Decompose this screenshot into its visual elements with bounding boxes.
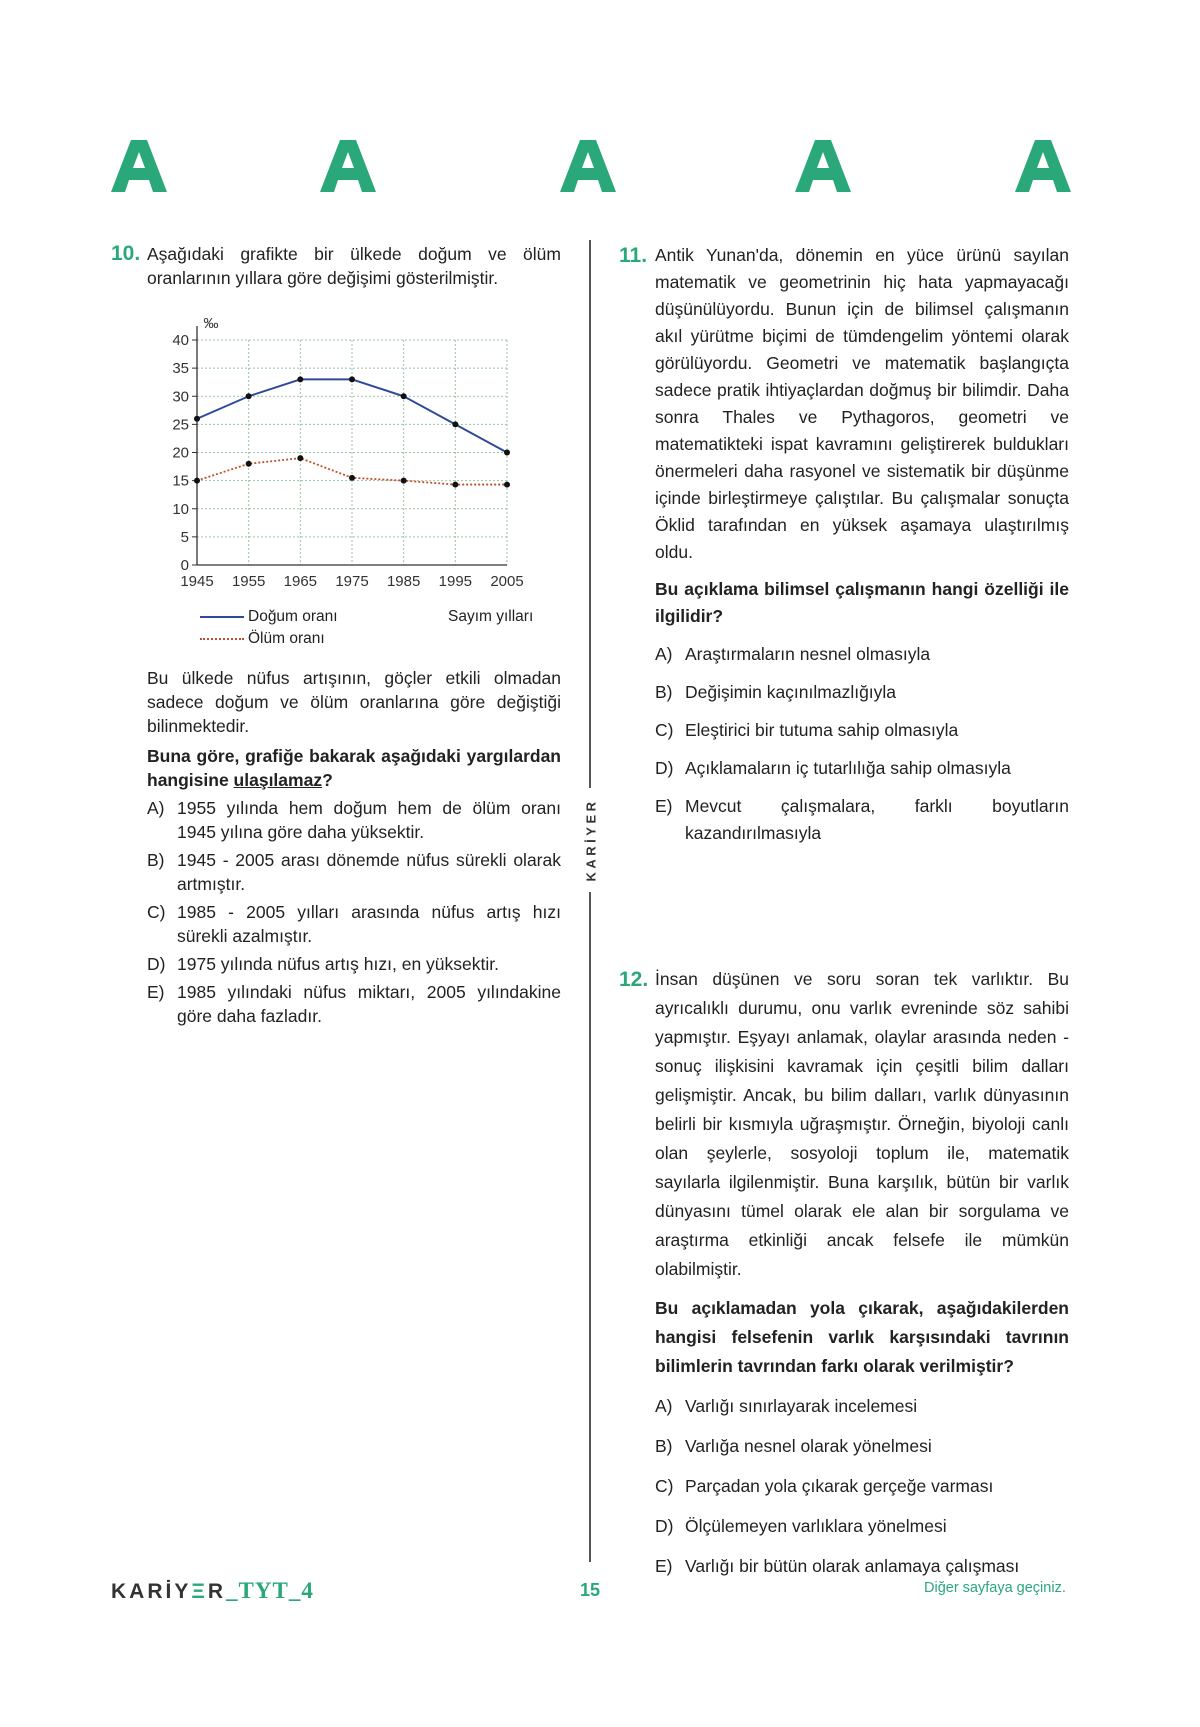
- data-point-birth: [504, 450, 510, 456]
- answer-option-d[interactable]: [655, 1512, 1069, 1541]
- answer-option-b[interactable]: [655, 1432, 1069, 1461]
- side-brand-label: KARİYER: [583, 798, 599, 882]
- option-letter: B): [147, 850, 165, 870]
- question-number: 10.: [111, 242, 141, 265]
- option-letter: E): [147, 982, 165, 1002]
- option-letter: E): [655, 1556, 673, 1576]
- y-tick-label: 35: [172, 360, 189, 378]
- option-text: 1985 yılındaki nüfus miktarı, 2005 yılındakine göre daha fazladır.: [177, 982, 561, 1026]
- legend-item-death: Ölüm oranı: [200, 630, 338, 648]
- x-tick-label: 1985: [386, 573, 421, 590]
- option-text: Varlığı sınırlayarak incelemesi: [685, 1396, 918, 1416]
- question-stem: Bu açıklamadan yola çıkarak, aşağıdakilerden hangisi felsefenin varlık karşısındaki tavrının bilimlerin tavrından farkı olarak verilmiştir?: [655, 1298, 1069, 1376]
- page-number: 15: [580, 1580, 601, 1600]
- y-tick-label: 5: [180, 528, 189, 546]
- answer-option-a[interactable]: [655, 1392, 1069, 1421]
- option-text: Eleştirici bir tutuma sahip olmasıyla: [685, 720, 959, 740]
- data-point-birth: [401, 393, 407, 399]
- birth-death-rate-chart: [140, 310, 560, 610]
- x-tick-label: 1965: [283, 573, 318, 590]
- data-point-death: [194, 478, 200, 484]
- option-text: Varlığa nesnel olarak yönelmesi: [685, 1436, 932, 1456]
- question-number: 11.: [619, 244, 648, 267]
- next-page-note: Diğer sayfaya geçiniz.: [924, 1580, 1066, 1596]
- question-12: [619, 965, 1069, 1581]
- y-tick-label: 40: [172, 332, 189, 349]
- option-text: 1955 yılında hem doğum hem de ölüm oranı 1945 yılına göre daha yüksektir.: [177, 798, 561, 842]
- option-letter: C): [655, 1476, 674, 1496]
- option-text: Değişimin kaçınılmazlığıyla: [685, 682, 897, 702]
- booklet-letter-mark: [560, 140, 616, 192]
- option-letter: A): [655, 644, 673, 664]
- x-tick-label: 1945: [180, 573, 214, 590]
- footer-brand: KARİYΞR_TYT_4: [111, 1578, 314, 1603]
- data-point-birth: [297, 376, 303, 382]
- data-point-death: [297, 455, 303, 461]
- option-letter: E): [655, 796, 673, 816]
- x-tick-label: 1955: [231, 573, 266, 590]
- option-text: Araştırmaların nesnel olmasıyla: [685, 644, 931, 664]
- x-axis-title: Sayım yılları: [448, 608, 534, 625]
- option-text: Varlığı bir bütün olarak anlamaya çalışması: [685, 1556, 1020, 1576]
- option-letter: C): [655, 720, 674, 740]
- x-tick-label: 1995: [438, 573, 473, 590]
- answer-option-b[interactable]: [655, 679, 1069, 706]
- option-letter: D): [655, 758, 674, 778]
- booklet-letter-mark: [1015, 140, 1071, 192]
- y-tick-label: 30: [172, 388, 189, 406]
- data-point-birth: [452, 421, 458, 427]
- option-letter: A): [655, 1396, 673, 1416]
- option-text: 1975 yılında nüfus artış hızı, en yüksektir.: [177, 954, 499, 974]
- answer-options: [655, 1392, 1069, 1581]
- legend-item-birth: Doğum oranı: [200, 608, 338, 626]
- answer-options: [655, 641, 1069, 847]
- y-tick-label: 10: [172, 500, 189, 518]
- data-point-death: [452, 482, 458, 488]
- y-tick-label: 20: [172, 444, 189, 462]
- option-text: 1985 - 2005 yılları arasında nüfus artış hızı sürekli azalmıştır.: [177, 902, 561, 946]
- option-letter: B): [655, 1436, 673, 1456]
- question-text: İnsan düşünen ve soru soran tek varlıktır. Bu ayrıcalıklı durumu, onu varlık evreninde söz sahibi yapmıştır. Eşyayı anlamak, olaylar arasında neden - sonuç ilişkisini kavramak için çeşitli bilim dalları gelişmiştir. Ancak, bu bilim dalları, varlık dünyasının belirli bir kısmıyla uğraşmıştır. Örneğin, biyoloji canlı olan şeylerle, sosyoloji toplum ile, matematik sayılarla ilgilenmiştir. Buna karşılık, bütün bir varlık dünyasını tümel olarak ele alan bir sorgulama ve araştırma etkinliği ancak felsefe ile mümkün olabilmiştir.: [655, 969, 1069, 1279]
- answer-option-a[interactable]: [655, 641, 1069, 668]
- data-point-death: [246, 461, 252, 467]
- column-divider: [589, 240, 591, 788]
- answer-option-e[interactable]: [147, 980, 561, 1028]
- booklet-letter-mark: [795, 140, 851, 192]
- option-letter: B): [655, 682, 673, 702]
- booklet-letter-mark: [111, 140, 167, 192]
- answer-option-c[interactable]: [147, 900, 561, 948]
- option-text: Açıklamaların iç tutarlılığa sahip olmasıyla: [685, 758, 1011, 778]
- y-axis-unit: ‰: [203, 315, 219, 332]
- answer-option-e[interactable]: [655, 1552, 1069, 1581]
- data-point-birth: [349, 376, 355, 382]
- answer-option-c[interactable]: [655, 717, 1069, 744]
- answer-option-d[interactable]: [655, 755, 1069, 782]
- option-text: Mevcut çalışmalara, farklı boyutların kazandırılmasıyla: [685, 796, 1069, 843]
- answer-option-c[interactable]: [655, 1472, 1069, 1501]
- answer-option-a[interactable]: [147, 796, 561, 844]
- answer-option-e[interactable]: [655, 793, 1069, 847]
- option-letter: C): [147, 902, 166, 922]
- question-number: 12.: [619, 968, 649, 991]
- question-11: [619, 242, 1069, 847]
- booklet-letter-mark: [320, 140, 376, 192]
- question-intro: Aşağıdaki grafikte bir ülkede doğum ve ölüm oranlarının yıllara göre değişimi gösterilmiştir.: [147, 244, 561, 288]
- option-text: Parçadan yola çıkarak gerçeğe varması: [685, 1476, 994, 1496]
- column-divider-lower: [589, 892, 591, 1562]
- option-letter: D): [655, 1516, 674, 1536]
- question-text: Antik Yunan'da, dönemin en yüce ürünü sayılan matematik ve geometrinin hiç hata yapmayacağı düşünülüyordu. Bunun için de bilimsel çalışmanın akıl yürütme biçimi de tümdengelim yöntemi olarak görülüyordu. Geometri ve matematik başlangıçta sadece pratik ihtiyaçlardan doğmuş bir bilimdir. Daha sonra Thales ve Pythagoros, geometri ve matematikteki ispat kavramını geliştirerek buldukları önermeleri daha rasyonel ve sistematik bir düşünme içinde birleştirmeye çalıştılar. Bu çalışmalar sonuçta Öklid tarafından en yüksek aşamaya ulaştırılmış oldu.: [655, 245, 1069, 562]
- question-10: [111, 242, 561, 290]
- y-tick-label: 0: [180, 557, 189, 574]
- question-stem: Bu açıklama bilimsel çalışmanın hangi özelliği ile ilgilidir?: [655, 579, 1069, 626]
- data-point-birth: [194, 416, 200, 422]
- chart-legend: [200, 608, 338, 648]
- y-tick-label: 25: [172, 416, 189, 434]
- option-text: 1945 - 2005 arası dönemde nüfus sürekli olarak artmıştır.: [177, 850, 561, 894]
- answer-options: [147, 796, 561, 1028]
- option-letter: D): [147, 954, 166, 974]
- option-letter: A): [147, 798, 165, 818]
- question-note: Bu ülkede nüfus artışının, göçler etkili olmadan sadece doğum ve ölüm oranlarına göre değiştiği bilinmektedir.: [147, 668, 561, 736]
- question-stem: Buna göre, grafiğe bakarak aşağıdaki yargılardan hangisine ulaşılamaz?: [147, 746, 561, 790]
- data-point-death: [504, 482, 510, 488]
- x-tick-label: 2005: [490, 573, 524, 590]
- option-text: Ölçülemeyen varlıklara yönelmesi: [685, 1516, 947, 1536]
- question-10-body: [147, 666, 561, 1028]
- answer-option-d[interactable]: [147, 952, 561, 976]
- data-point-death: [349, 475, 355, 481]
- data-point-birth: [246, 393, 252, 399]
- y-tick-label: 15: [172, 472, 189, 490]
- x-tick-label: 1975: [335, 573, 369, 590]
- answer-option-b[interactable]: [147, 848, 561, 896]
- data-point-death: [401, 478, 407, 484]
